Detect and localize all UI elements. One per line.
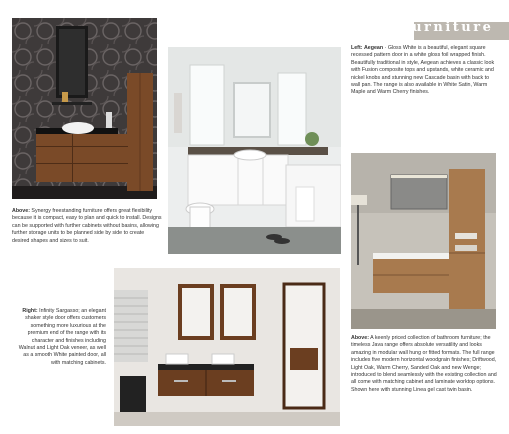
caption-left-text: · Gloss White is a beautiful, elegant square recessed pattern door in a white gloss foil wrapped finish. Beautifully traditional in style, Aegean achieves a classic look with Fusion composite tops and upstands, white ceramic and nickel knobs and stunning new Cascade basin with back to wall pan. The range is also available in White Satin, Warm Maple and Warm Cherry finishes. — [351, 45, 495, 96]
caption-above-right-text: A keenly priced collection of bathroom furniture; the timeless Java range offers absolute versatility and looks amazing in modular wall hung or fitted formats. The full range includes five modern horizontal woodgrain finishes; Driftwood, Light Oak, Warm Cherry, Sanded Oak and new Wenge; introduced to blend seamlessly with the existing collection and all come with matching cabinet and laminate worktop options. Shown here with stunning Linea gel cast twin basin. — [351, 335, 497, 393]
caption-left — [351, 45, 499, 97]
caption-above-left-text: Synergy freestanding furniture offers great flexibility because it is compact, easy to plan and quick to install. Designs can be supported with further cabinets without basins, allowing further storage units to be planned side by side to create desired shapes and sizes to suit. — [12, 208, 162, 244]
caption-right-lead: Right: — [22, 308, 38, 314]
caption-right — [18, 308, 106, 367]
caption-above-right-lead: Above: — [351, 335, 369, 341]
caption-right-text: Infinity Sargasso; an elegant shaker style door offers customers something more luxurious at the premium end of the range with its character and finishes including Walnut and Light Oak veneer, as well as a smooth White painted door, all with matching cabinets. — [18, 308, 106, 366]
photo-infinity-twin-basin — [114, 268, 340, 426]
caption-left-lead: Left: — [351, 45, 363, 51]
photo-java-vanity — [351, 153, 496, 329]
caption-above-left — [12, 208, 162, 245]
photo-aegean-bathroom — [168, 47, 341, 254]
page-title: furniture — [404, 20, 494, 35]
caption-above-right — [351, 335, 499, 394]
photo-synergy-vanity — [12, 18, 157, 199]
caption-left-name: Aegean — [363, 45, 384, 51]
caption-above-left-lead: Above: — [12, 208, 30, 214]
